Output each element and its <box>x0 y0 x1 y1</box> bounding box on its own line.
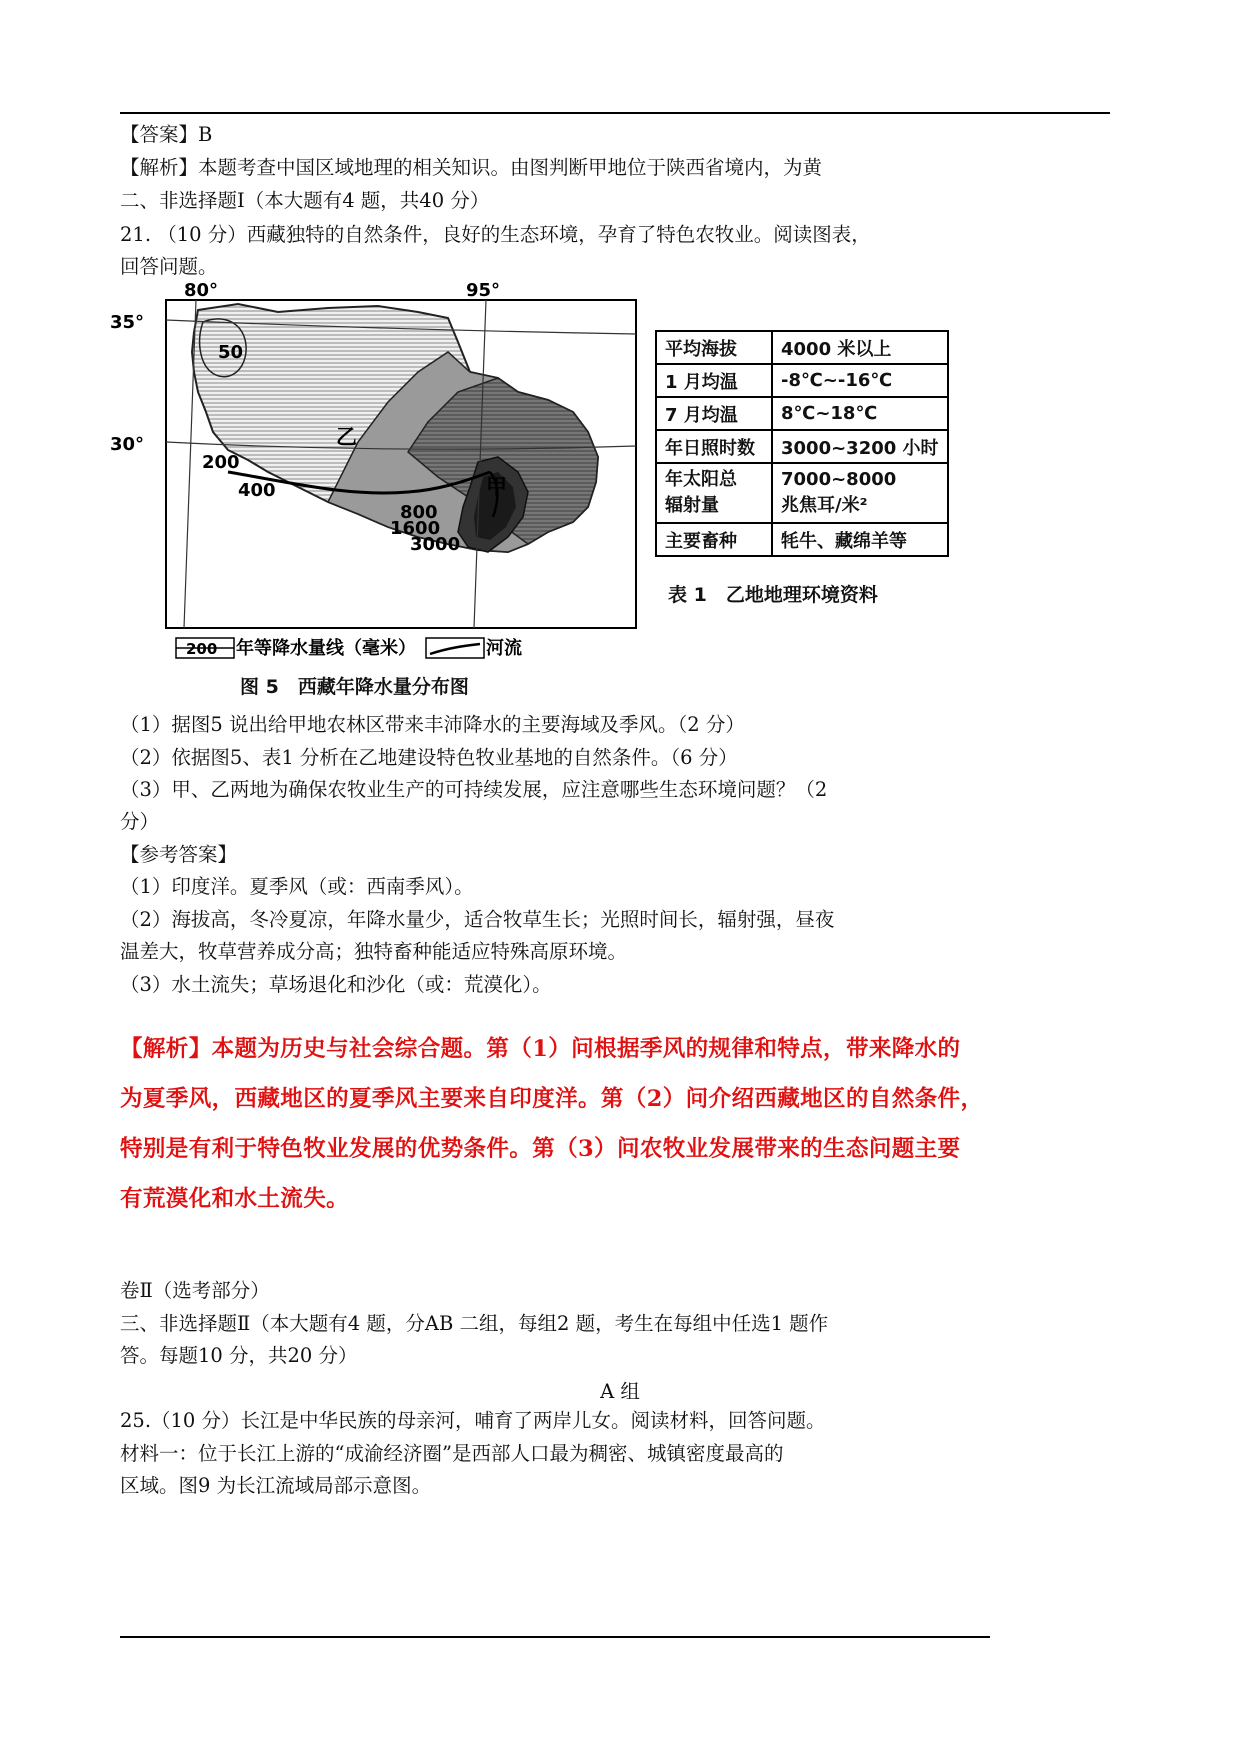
question-3-a: （3）甲、乙两地为确保农牧业生产的可持续发展，应注意哪些生态环境问题？（2 <box>120 778 828 801</box>
tibet-precipitation-map <box>110 280 658 672</box>
table-row: 1 月均温 -8℃~-16℃ <box>656 364 948 397</box>
question-2: （2）依据图5、表1 分析在乙地建设特色牧业基地的自然条件。（6 分） <box>120 746 738 769</box>
red-analysis-line: 特别是有利于特色牧业发展的优势条件。第（3）问农牧业发展带来的生态问题主要 <box>120 1136 961 1162</box>
table-row: 年太阳总 辐射量 7000~8000 兆焦耳/米² <box>656 463 948 523</box>
iso-800-label: 800 <box>400 502 438 523</box>
answer-3: （3）水土流失；草场退化和沙化（或：荒漠化）。 <box>120 973 552 996</box>
bottom-rule <box>120 1636 990 1638</box>
figure-5-caption: 图 5 西藏年降水量分布图 <box>240 676 469 698</box>
q21-stem-2: 回答问题。 <box>120 255 218 278</box>
q25-stem: 25.（10 分）长江是中华民族的母亲河，哺育了两岸儿女。阅读材料，回答问题。 <box>120 1409 826 1432</box>
iso-3000-label: 3000 <box>410 534 461 555</box>
table-row: 主要畜种 牦牛、藏绵羊等 <box>656 523 948 556</box>
section-2-heading: 二、非选择题Ⅰ（本大题有4 题，共40 分） <box>120 189 490 212</box>
table-row: 平均海拔 4000 米以上 <box>656 331 948 364</box>
reference-answer-heading: 【参考答案】 <box>120 843 238 866</box>
iso-400-label: 400 <box>238 480 276 501</box>
red-analysis-line: 有荒漠化和水土流失。 <box>120 1186 350 1212</box>
material-1-b: 区域。图9 为长江流域局部示意图。 <box>120 1474 432 1497</box>
material-1-a: 材料一：位于长江上游的“成渝经济圈”是西部人口最为稠密、城镇密度最高的 <box>120 1442 784 1465</box>
table-row: 年日照时数 3000~3200 小时 <box>656 430 948 463</box>
lon-95-label: 95° <box>466 280 501 301</box>
top-rule <box>120 112 1110 114</box>
section-3-heading-a: 三、非选择题Ⅱ（本大题有4 题，分AB 二组，每组2 题，考生在每组中任选1 题作 <box>120 1312 829 1335</box>
question-3-b: 分） <box>120 810 160 833</box>
legend-iso-sample: 200 <box>186 640 218 658</box>
answer-1: （1）印度洋。夏季风（或：西南季风）。 <box>120 875 474 898</box>
table-row: 7 月均温 8℃~18℃ <box>656 397 948 430</box>
analysis-line: 【解析】本题考查中国区域地理的相关知识。由图判断甲地位于陕西省境内，为黄 <box>120 156 823 179</box>
table-1-caption: 表 1 乙地地理环境资料 <box>668 584 878 606</box>
iso-50-label: 50 <box>218 342 244 363</box>
question-1: （1）据图5 说出给甲地农林区带来丰沛降水的主要海域及季风。（2 分） <box>120 713 745 736</box>
answer-2-a: （2）海拔高，冬冷夏凉，年降水量少，适合牧草生长；光照时间长，辐射强，昼夜 <box>120 908 835 931</box>
lon-80-label: 80° <box>184 280 219 301</box>
legend-iso-label: 年等降水量线（毫米） <box>236 638 416 659</box>
jia-label: 甲 <box>486 475 507 499</box>
lat-35-label: 35° <box>110 312 145 333</box>
group-a-heading: A 组 <box>600 1380 640 1403</box>
answer-line: 【答案】B <box>120 123 213 146</box>
legend-river-label: 河流 <box>486 638 522 659</box>
table-1 <box>655 330 949 557</box>
red-analysis-line: 为夏季风，西藏地区的夏季风主要来自印度洋。第（2）问介绍西藏地区的自然条件， <box>120 1086 984 1112</box>
red-analysis-line: 【解析】本题为历史与社会综合题。第（1）问根据季风的规律和特点，带来降水的 <box>120 1036 961 1062</box>
answer-2-b: 温差大，牧草营养成分高；独特畜种能适应特殊高原环境。 <box>120 940 628 963</box>
q21-stem-1: 21. （10 分）西藏独特的自然条件，良好的生态环境，孕育了特色农牧业。阅读图表， <box>120 223 871 246</box>
volume-2-heading: 卷Ⅱ（选考部分） <box>120 1279 270 1302</box>
section-3-heading-b: 答。每题10 分，共20 分） <box>120 1344 358 1367</box>
lat-30-label: 30° <box>110 434 145 455</box>
iso-200-label: 200 <box>202 452 240 473</box>
yi-label: 乙 <box>336 425 357 449</box>
iso-1600-label: 1600 <box>390 518 441 539</box>
